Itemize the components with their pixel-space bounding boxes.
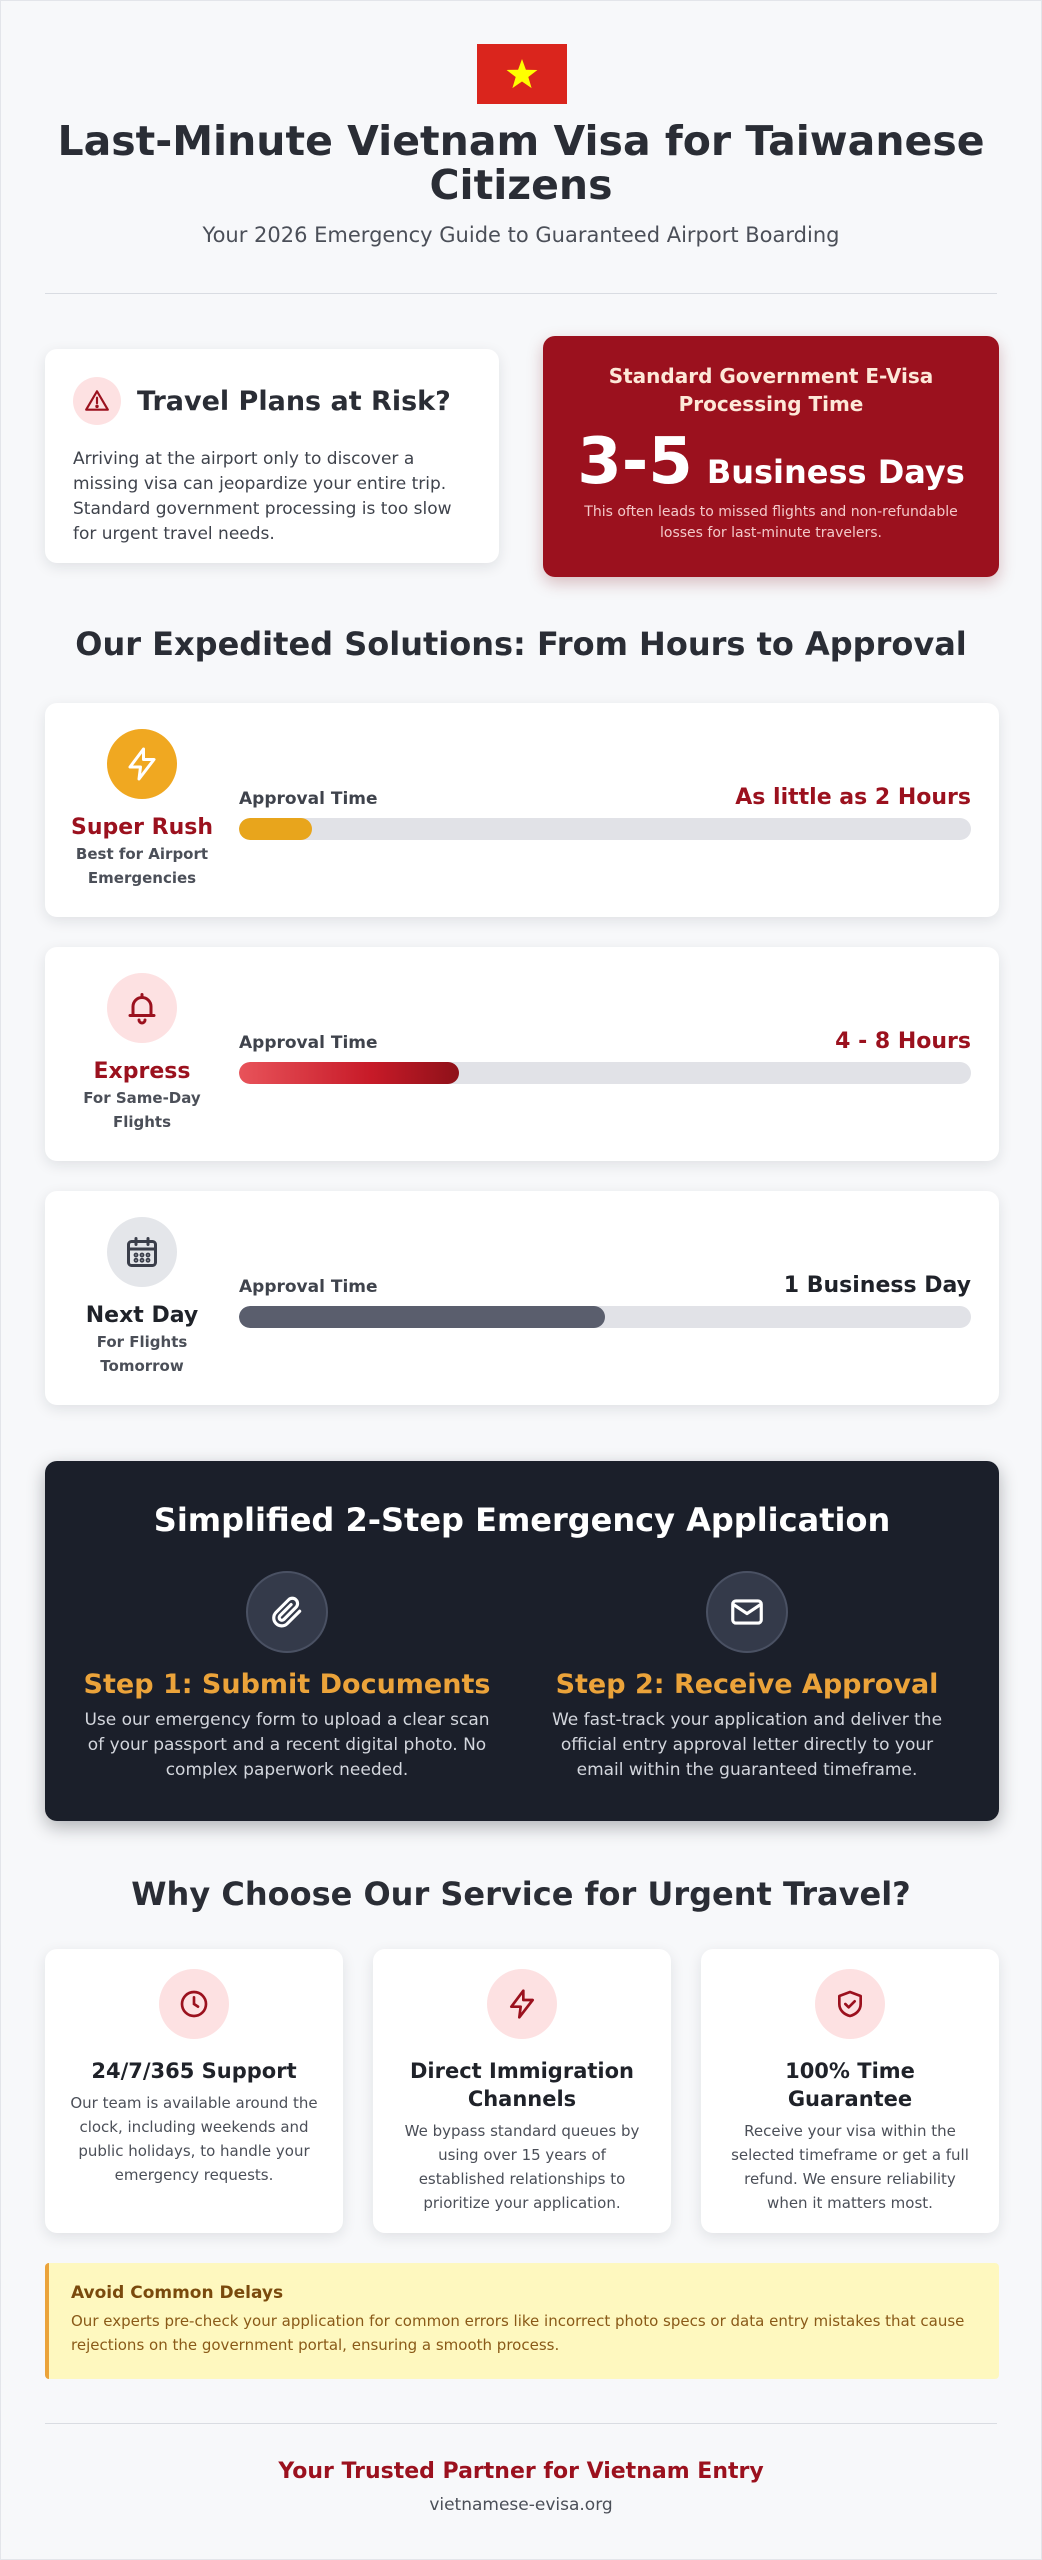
envelope-icon [706,1571,788,1653]
solution-card-super-rush [45,703,999,917]
shield-check-icon [815,1969,885,2039]
solution-name: Express [93,1059,191,1084]
page-subtitle: Your 2026 Emergency Guide to Guaranteed Airport Boarding [202,223,840,247]
warning-description: Our experts pre-check your application for common errors like incorrect photo specs or data entry mistakes that cause rejections on the government portal, ensuring a smooth process. [71,2312,965,2354]
warning-triangle-icon [73,377,121,425]
step-title: Step 1: Submit Documents [83,1669,491,1700]
feature-title: Direct Immigration Channels [410,2059,634,2111]
page-title: Last-Minute Vietnam Visa for Taiwanese Citizens [57,117,985,209]
feature-description: Receive your visa within the selected timeframe or get a full refund. We ensure reliability when it matters most. [731,2122,969,2212]
divider [45,2423,997,2424]
steps-heading: Simplified 2-Step Emergency Application [153,1501,891,1539]
approval-time-label: Approval Time [239,1277,378,1297]
step-1 [77,1571,497,1783]
step-title: Step 2: Receive Approval [555,1669,939,1700]
standard-processing-number: 3-5 [577,425,693,499]
approval-time-value: As little as 2 Hours [735,785,971,810]
standard-processing-label: Standard Government E-Visa Processing Time [608,364,934,416]
risk-description: Arriving at the airport only to discover a missing visa can jeopardize your entire trip. Standard government processing is too slow for urgent travel needs. [73,449,452,544]
paperclip-icon [246,1571,328,1653]
approval-time-bar [239,1062,971,1084]
solutions-heading: Our Expedited Solutions: From Hours to Approval [75,625,967,663]
warning-title: Avoid Common Delays [71,2283,284,2303]
approval-time-value: 1 Business Day [783,1273,971,1298]
footer-title: Your Trusted Partner for Vietnam Entry [278,2459,764,2484]
feature-title: 24/7/365 Support [91,2059,297,2083]
solution-card-express [45,947,999,1161]
approval-time-fill [239,818,312,840]
bell-icon [107,973,177,1043]
risk-card [45,349,499,563]
solution-card-next-day [45,1191,999,1405]
approval-time-value: 4 - 8 Hours [835,1029,971,1054]
standard-processing-note: This often leads to missed flights and non-refundable losses for last-minute travelers. [584,504,958,541]
risk-title: Travel Plans at Risk? [137,385,451,417]
feature-card-guarantee [701,1949,999,2233]
approval-time-bar [239,1306,971,1328]
feature-card-support [45,1949,343,2233]
star-icon [504,56,540,92]
approval-time-label: Approval Time [239,789,378,809]
solution-name: Super Rush [70,815,214,840]
lightning-bolt-icon [107,729,177,799]
solution-description: Best for Airport Emergencies [75,845,209,887]
approval-time-fill [239,1306,605,1328]
step-description: Use our emergency form to upload a clear scan of your passport and a recent digital photo. No complex paperwork needed. [84,1710,490,1780]
vietnam-flag-icon [477,44,567,104]
divider [45,293,997,294]
approval-time-label: Approval Time [239,1033,378,1053]
standard-processing-unit: Business Days [706,453,965,491]
application-steps-card [45,1461,999,1821]
approval-time-bar [239,818,971,840]
feature-description: We bypass standard queues by using over 15 years of established relationships to prioritize your application. [404,2122,640,2212]
why-heading: Why Choose Our Service for Urgent Travel? [131,1875,911,1913]
clock-icon [159,1969,229,2039]
step-description: We fast-track your application and deliver the official entry approval letter directly to your email within the guaranteed timeframe. [551,1710,943,1780]
footer-url[interactable]: vietnamese-evisa.org [429,2495,613,2515]
feature-description: Our team is available around the clock, including weekends and public holidays, to handle your emergency requests. [70,2094,318,2184]
approval-time-fill [239,1062,459,1084]
feature-card-direct-channels [373,1949,671,2233]
calendar-icon [107,1217,177,1287]
solution-name: Next Day [85,1303,199,1328]
warning-box [45,2263,999,2379]
feature-title: 100% Time Guarantee [785,2059,915,2111]
solution-description: For Same-Day Flights [83,1089,201,1131]
solution-description: For Flights Tomorrow [96,1333,188,1375]
standard-processing-card [543,336,999,577]
step-2 [537,1571,957,1783]
lightning-bolt-icon [487,1969,557,2039]
